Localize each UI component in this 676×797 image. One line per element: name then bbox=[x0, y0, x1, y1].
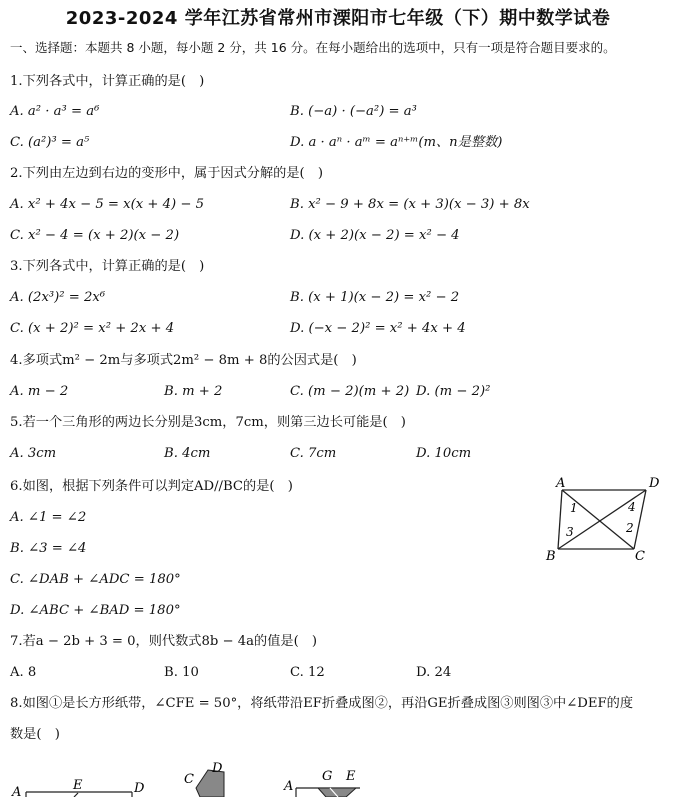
question-2-option-a[interactable]: A. x² + 4x − 5 = x(x + 4) − 5 bbox=[10, 197, 204, 212]
question-6-option-d[interactable]: D. ∠ABC + ∠BAD = 180° bbox=[10, 603, 181, 618]
figure-label-b: B bbox=[546, 549, 556, 564]
question-1-stem: 1.下列各式中，计算正确的是( ) bbox=[10, 74, 205, 89]
angle-label-2: 2 bbox=[626, 521, 634, 535]
question-3-option-a[interactable]: A. (2x³)² = 2x⁶ bbox=[10, 290, 106, 305]
fig1-label-a: A bbox=[12, 785, 22, 797]
question-6-option-b[interactable]: B. ∠3 = ∠4 bbox=[10, 541, 87, 556]
figure-label-a: A bbox=[556, 476, 566, 491]
question-5-option-a[interactable]: A. 3cm bbox=[10, 446, 57, 461]
fig2-label-d: D bbox=[212, 761, 223, 776]
page-title: 2023-2024 学年江苏省常州市溧阳市七年级（下）期中数学试卷 bbox=[65, 8, 611, 29]
figure-label-c: C bbox=[635, 549, 645, 564]
question-3-stem: 3.下列各式中，计算正确的是( ) bbox=[10, 259, 205, 274]
fig3-label-e: E bbox=[346, 769, 356, 784]
question-2-option-d[interactable]: D. (x + 2)(x − 2) = x² − 4 bbox=[290, 228, 460, 243]
question-7-stem: 7.若a − 2b + 3 = 0，则代数式8b − 4a的值是( ) bbox=[10, 634, 318, 649]
question-7-option-c[interactable]: C. 12 bbox=[290, 665, 325, 680]
fig3-label-a: A bbox=[284, 779, 294, 794]
question-1-option-d[interactable]: D. a · aⁿ · aᵐ = aⁿ⁺ᵐ(m、n是整数) bbox=[290, 135, 503, 150]
question-8-stem: 8.如图①是长方形纸带，∠CFE = 50°，将纸带沿EF折叠成图②，再沿GE折叠成图③则图③中∠DEF的度 bbox=[10, 696, 634, 711]
question-4-option-a[interactable]: A. m − 2 bbox=[10, 384, 69, 399]
question-2-option-c[interactable]: C. x² − 4 = (x + 2)(x − 2) bbox=[10, 228, 180, 243]
fig2-label-c: C bbox=[184, 772, 194, 787]
question-6-figure bbox=[540, 474, 664, 566]
question-4-stem: 4.多项式m² − 2m与多项式2m² − 8m + 8的公因式是( ) bbox=[10, 353, 357, 368]
question-5-option-d[interactable]: D. 10cm bbox=[416, 446, 472, 461]
question-4-option-b[interactable]: B. m + 2 bbox=[164, 384, 223, 399]
question-3-option-d[interactable]: D. (−x − 2)² = x² + 4x + 4 bbox=[290, 321, 466, 336]
question-5-option-c[interactable]: C. 7cm bbox=[290, 446, 337, 461]
question-1-option-b[interactable]: B. (−a) · (−a²) = a³ bbox=[290, 104, 417, 119]
question-6-option-c[interactable]: C. ∠DAB + ∠ADC = 180° bbox=[10, 572, 181, 587]
question-7-option-d[interactable]: D. 24 bbox=[416, 665, 452, 680]
question-2-option-b[interactable]: B. x² − 9 + 8x = (x + 3)(x − 3) + 8x bbox=[290, 197, 530, 212]
question-4-option-c[interactable]: C. (m − 2)(m + 2) bbox=[290, 384, 410, 399]
question-3-option-b[interactable]: B. (x + 1)(x − 2) = x² − 2 bbox=[290, 290, 460, 305]
question-6-option-a[interactable]: A. ∠1 = ∠2 bbox=[10, 510, 87, 525]
question-3-option-c[interactable]: C. (x + 2)² = x² + 2x + 4 bbox=[10, 321, 175, 336]
question-8-stem-continued: 数是( ) bbox=[10, 727, 60, 742]
fig3-label-g: G bbox=[322, 769, 333, 784]
angle-label-1: 1 bbox=[570, 501, 578, 515]
question-5-stem: 5.若一个三角形的两边长分别是3cm，7cm，则第三边长可能是( ) bbox=[10, 415, 406, 430]
figure-label-d: D bbox=[649, 476, 660, 491]
question-5-option-b[interactable]: B. 4cm bbox=[164, 446, 211, 461]
question-7-option-b[interactable]: B. 10 bbox=[164, 665, 199, 680]
section-heading: 一、选择题：本题共 8 小题，每小题 2 分，共 16 分。在每小题给出的选项中，只有一项是符合题目要求的。 bbox=[10, 40, 616, 55]
fig1-label-d: D bbox=[134, 781, 145, 796]
question-4-option-d[interactable]: D. (m − 2)² bbox=[416, 384, 491, 399]
angle-label-4: 4 bbox=[628, 500, 636, 514]
question-8-figures bbox=[0, 758, 676, 797]
fig1-label-e: E bbox=[73, 778, 83, 793]
angle-label-3: 3 bbox=[566, 525, 574, 539]
question-6-stem: 6.如图，根据下列条件可以判定AD//BC的是( ) bbox=[10, 479, 293, 494]
question-2-stem: 2.下列由左边到右边的变形中，属于因式分解的是( ) bbox=[10, 166, 323, 181]
question-7-option-a[interactable]: A. 8 bbox=[10, 665, 37, 680]
question-1-option-c[interactable]: C. (a²)³ = a⁵ bbox=[10, 135, 90, 150]
question-1-option-a[interactable]: A. a² · a³ = a⁶ bbox=[10, 104, 100, 119]
